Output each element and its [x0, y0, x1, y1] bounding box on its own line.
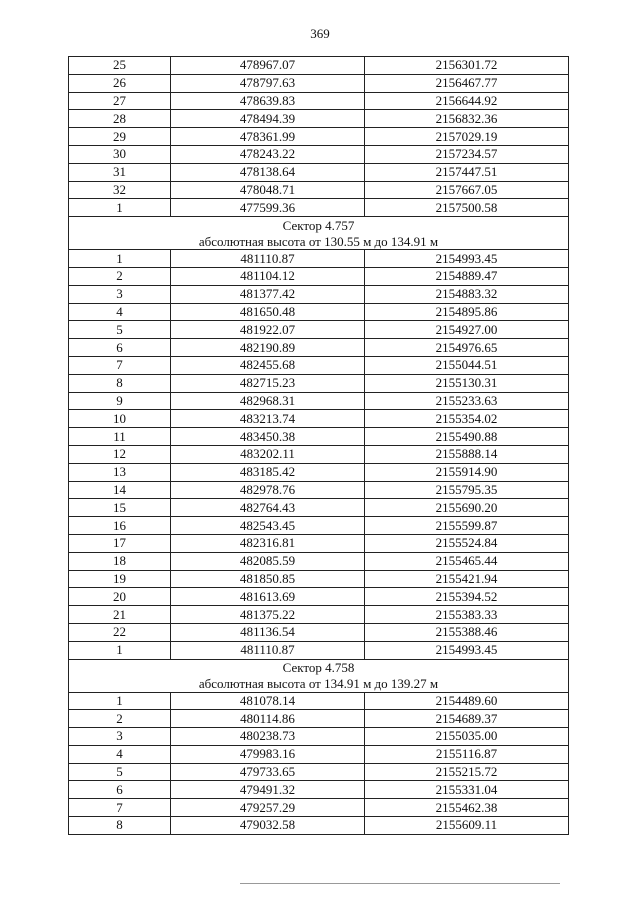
- coord-y: 2155233.63: [365, 392, 569, 410]
- coord-x: 483202.11: [171, 445, 365, 463]
- table-row: [69, 128, 569, 146]
- point-number: 1: [69, 199, 171, 217]
- table-row: [69, 745, 569, 763]
- point-number: 7: [69, 799, 171, 817]
- point-number: 10: [69, 410, 171, 428]
- table-row: [69, 481, 569, 499]
- coord-x: 482190.89: [171, 339, 365, 357]
- coord-x: 482543.45: [171, 517, 365, 535]
- coord-y: 2154976.65: [365, 339, 569, 357]
- coord-y: 2155599.87: [365, 517, 569, 535]
- coord-y: 2154993.45: [365, 641, 569, 659]
- coord-y: 2157447.51: [365, 163, 569, 181]
- table-row: [69, 445, 569, 463]
- table-row: [69, 410, 569, 428]
- point-number: 3: [69, 728, 171, 746]
- point-number: 26: [69, 74, 171, 92]
- sector-altitude: абсолютная высота от 130.55 м до 134.91 м: [69, 233, 569, 250]
- table-row: [69, 145, 569, 163]
- coord-x: 481104.12: [171, 267, 365, 285]
- coord-y: 2157029.19: [365, 128, 569, 146]
- sector-title: Сектор 4.758: [69, 659, 569, 676]
- coord-x: 481110.87: [171, 641, 365, 659]
- coord-y: 2157500.58: [365, 199, 569, 217]
- point-number: 11: [69, 428, 171, 446]
- coord-x: 478361.99: [171, 128, 365, 146]
- point-number: 4: [69, 745, 171, 763]
- coordinates-table-body: [69, 57, 569, 835]
- sector-title-row: [69, 217, 569, 234]
- point-number: 6: [69, 781, 171, 799]
- coord-y: 2155354.02: [365, 410, 569, 428]
- coord-y: 2155462.38: [365, 799, 569, 817]
- coord-y: 2155130.31: [365, 374, 569, 392]
- coord-y: 2154993.45: [365, 250, 569, 268]
- table-row: [69, 57, 569, 75]
- table-row: [69, 303, 569, 321]
- table-row: [69, 163, 569, 181]
- coord-x: 478797.63: [171, 74, 365, 92]
- coordinates-table: [68, 56, 569, 835]
- table-row: [69, 799, 569, 817]
- table-row: [69, 817, 569, 835]
- coord-y: 2155465.44: [365, 552, 569, 570]
- table-row: [69, 74, 569, 92]
- coord-x: 479733.65: [171, 763, 365, 781]
- table-row: [69, 763, 569, 781]
- point-number: 5: [69, 763, 171, 781]
- coord-y: 2155116.87: [365, 745, 569, 763]
- table-row: [69, 374, 569, 392]
- point-number: 27: [69, 92, 171, 110]
- point-number: 12: [69, 445, 171, 463]
- bottom-rule: [240, 883, 560, 884]
- sector-title-row: [69, 659, 569, 676]
- point-number: 9: [69, 392, 171, 410]
- coord-x: 481377.42: [171, 285, 365, 303]
- point-number: 1: [69, 692, 171, 710]
- point-number: 14: [69, 481, 171, 499]
- coord-y: 2156301.72: [365, 57, 569, 75]
- point-number: 2: [69, 710, 171, 728]
- table-row: [69, 570, 569, 588]
- coord-x: 482085.59: [171, 552, 365, 570]
- table-row: [69, 321, 569, 339]
- table-row: [69, 499, 569, 517]
- table-row: [69, 641, 569, 659]
- point-number: 2: [69, 267, 171, 285]
- coord-y: 2155383.33: [365, 606, 569, 624]
- point-number: 32: [69, 181, 171, 199]
- point-number: 25: [69, 57, 171, 75]
- table-row: [69, 199, 569, 217]
- point-number: 21: [69, 606, 171, 624]
- coord-y: 2155331.04: [365, 781, 569, 799]
- coord-x: 482455.68: [171, 356, 365, 374]
- table-row: [69, 728, 569, 746]
- coord-x: 478639.83: [171, 92, 365, 110]
- coord-x: 482978.76: [171, 481, 365, 499]
- table-row: [69, 285, 569, 303]
- coord-x: 482715.23: [171, 374, 365, 392]
- point-number: 17: [69, 534, 171, 552]
- coord-y: 2155421.94: [365, 570, 569, 588]
- point-number: 22: [69, 623, 171, 641]
- sector-title: Сектор 4.757: [69, 217, 569, 234]
- coord-x: 483450.38: [171, 428, 365, 446]
- coord-y: 2156644.92: [365, 92, 569, 110]
- sector-altitude-row: [69, 676, 569, 693]
- point-number: 20: [69, 588, 171, 606]
- point-number: 28: [69, 110, 171, 128]
- coord-x: 482968.31: [171, 392, 365, 410]
- coord-x: 478494.39: [171, 110, 365, 128]
- point-number: 18: [69, 552, 171, 570]
- point-number: 15: [69, 499, 171, 517]
- coord-y: 2155690.20: [365, 499, 569, 517]
- table-row: [69, 623, 569, 641]
- point-number: 13: [69, 463, 171, 481]
- table-row: [69, 110, 569, 128]
- table-row: [69, 710, 569, 728]
- coord-x: 483213.74: [171, 410, 365, 428]
- coord-y: 2155795.35: [365, 481, 569, 499]
- coord-x: 479983.16: [171, 745, 365, 763]
- table-row: [69, 181, 569, 199]
- table-row: [69, 781, 569, 799]
- table-row: [69, 534, 569, 552]
- table-row: [69, 356, 569, 374]
- table-row: [69, 463, 569, 481]
- coord-x: 481922.07: [171, 321, 365, 339]
- table-row: [69, 267, 569, 285]
- table-row: [69, 606, 569, 624]
- coord-y: 2157667.05: [365, 181, 569, 199]
- table-row: [69, 517, 569, 535]
- table-row: [69, 692, 569, 710]
- coord-y: 2155215.72: [365, 763, 569, 781]
- coord-x: 478243.22: [171, 145, 365, 163]
- point-number: 8: [69, 374, 171, 392]
- coord-y: 2155609.11: [365, 817, 569, 835]
- coord-y: 2154489.60: [365, 692, 569, 710]
- table-row: [69, 92, 569, 110]
- point-number: 3: [69, 285, 171, 303]
- coord-x: 478138.64: [171, 163, 365, 181]
- coord-y: 2155388.46: [365, 623, 569, 641]
- coord-x: 481136.54: [171, 623, 365, 641]
- coord-x: 478967.07: [171, 57, 365, 75]
- coord-x: 478048.71: [171, 181, 365, 199]
- coord-y: 2154689.37: [365, 710, 569, 728]
- table-row: [69, 339, 569, 357]
- coord-x: 480238.73: [171, 728, 365, 746]
- coord-y: 2156467.77: [365, 74, 569, 92]
- table-row: [69, 250, 569, 268]
- point-number: 31: [69, 163, 171, 181]
- point-number: 1: [69, 250, 171, 268]
- point-number: 6: [69, 339, 171, 357]
- coord-x: 480114.86: [171, 710, 365, 728]
- coord-y: 2154895.86: [365, 303, 569, 321]
- coord-y: 2155044.51: [365, 356, 569, 374]
- coord-x: 479032.58: [171, 817, 365, 835]
- coord-x: 481110.87: [171, 250, 365, 268]
- point-number: 19: [69, 570, 171, 588]
- coord-x: 479257.29: [171, 799, 365, 817]
- table-row: [69, 428, 569, 446]
- table-row: [69, 588, 569, 606]
- coord-x: 482764.43: [171, 499, 365, 517]
- coord-y: 2155394.52: [365, 588, 569, 606]
- coord-y: 2154927.00: [365, 321, 569, 339]
- coord-x: 482316.81: [171, 534, 365, 552]
- point-number: 16: [69, 517, 171, 535]
- page-number: 369: [310, 26, 330, 41]
- table-row: [69, 552, 569, 570]
- coord-x: 481650.48: [171, 303, 365, 321]
- coord-x: 481078.14: [171, 692, 365, 710]
- point-number: 1: [69, 641, 171, 659]
- point-number: 29: [69, 128, 171, 146]
- coord-y: 2155914.90: [365, 463, 569, 481]
- coord-x: 481850.85: [171, 570, 365, 588]
- coord-y: 2156832.36: [365, 110, 569, 128]
- point-number: 30: [69, 145, 171, 163]
- point-number: 5: [69, 321, 171, 339]
- coord-x: 481613.69: [171, 588, 365, 606]
- sector-altitude-row: [69, 233, 569, 250]
- point-number: 8: [69, 817, 171, 835]
- coord-x: 481375.22: [171, 606, 365, 624]
- coord-x: 477599.36: [171, 199, 365, 217]
- coord-y: 2155524.84: [365, 534, 569, 552]
- coord-y: 2155035.00: [365, 728, 569, 746]
- coord-x: 479491.32: [171, 781, 365, 799]
- coord-y: 2155888.14: [365, 445, 569, 463]
- table-row: [69, 392, 569, 410]
- coord-y: 2157234.57: [365, 145, 569, 163]
- coord-y: 2154889.47: [365, 267, 569, 285]
- coord-y: 2154883.32: [365, 285, 569, 303]
- point-number: 4: [69, 303, 171, 321]
- coord-x: 483185.42: [171, 463, 365, 481]
- sector-altitude: абсолютная высота от 134.91 м до 139.27 м: [69, 676, 569, 693]
- coord-y: 2155490.88: [365, 428, 569, 446]
- point-number: 7: [69, 356, 171, 374]
